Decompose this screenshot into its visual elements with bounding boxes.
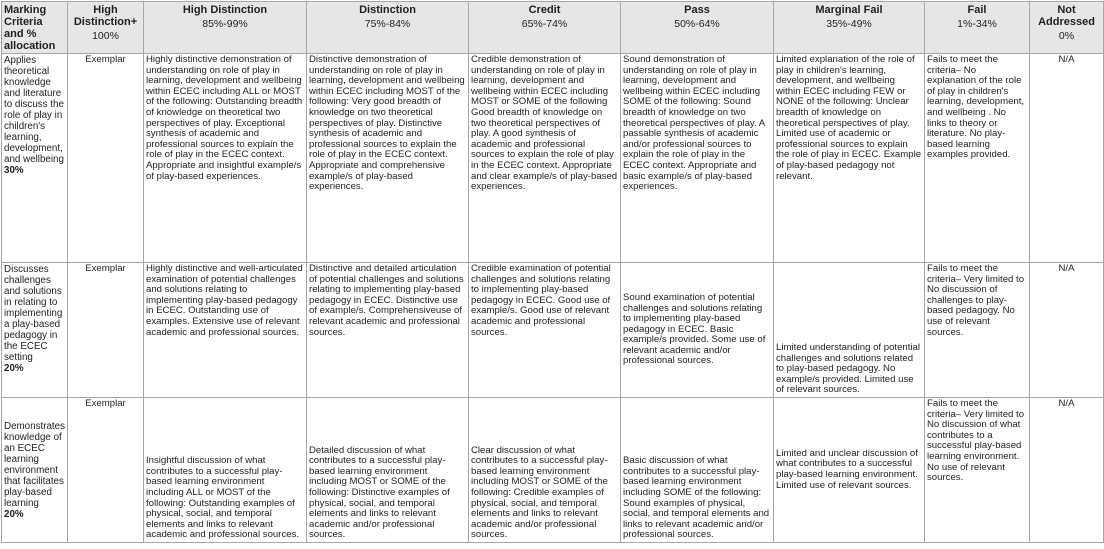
not-addressed-cell: N/A	[1030, 398, 1104, 543]
band-range: 35%-49%	[826, 18, 872, 30]
criteria-header-line2: Criteria and %	[4, 16, 43, 40]
criteria-header	[2, 2, 68, 54]
fail-cell: Fails to meet the criteria– Very limited to No discussion of challenges to play-based pedagogy. No use of relevant sources.	[925, 263, 1030, 398]
pass-cell: Sound examination of potential challenges and solutions relating to implementing play-based pedagogy in ECEC. Basic example/s provided. Some use of relevant academic and/or professional sources.	[621, 263, 774, 398]
band-name: Distinction	[359, 4, 416, 16]
band-header-distinction	[307, 2, 469, 54]
criterion-cell	[2, 398, 68, 543]
band-header-high-distinction-plus	[68, 2, 144, 54]
band-header-marginal-fail	[774, 2, 925, 54]
exemplar-cell: Exemplar	[68, 54, 144, 263]
criterion-text: Demonstrates knowledge of an ECEC learning environment that facilitates play-based learning	[4, 420, 65, 509]
pass-cell: Basic discussion of what contributes to a successful play-based learning environment including SOME of the following: Sound examples of physical, social, and temporal elements and links to relevant academic and/or professional sources.	[621, 398, 774, 543]
criteria-header-line3: allocation	[4, 40, 56, 52]
band-range: 65%-74%	[521, 18, 568, 30]
criterion-weight: 20%	[4, 508, 24, 520]
distinction-cell: Distinctive demonstration of understanding on role of play in learning, development and wellbeing within ECEC including MOST of the following: Very good breadth of knowledge on two theoretical perspectives of play. Distinctive synthesis of academic and professional sources to explain the role of play in the ECEC context. Appropriate and comprehensive example/s of play-based experiences.	[307, 54, 469, 263]
table-row	[2, 398, 1104, 543]
band-name: Marginal Fail	[815, 4, 883, 16]
exemplar-cell: Exemplar	[68, 398, 144, 543]
band-header-fail	[925, 2, 1030, 54]
band-header-credit	[469, 2, 621, 54]
criterion-cell	[2, 54, 68, 263]
header-row	[2, 2, 1104, 54]
fail-cell: Fails to meet the criteria– No explanation of the role of play in children's learning, development, and wellbeing . No links to theory or literature. No play-based learning examples provided.	[925, 54, 1030, 263]
band-name: Pass	[684, 4, 710, 16]
marginal-fail-cell: Limited and unclear discussion of what contributes to a successful play-based learning environment. Limited use of relevant sources.	[774, 398, 925, 543]
band-range: 1%-34%	[957, 18, 997, 30]
band-range: 50%-64%	[674, 18, 720, 30]
high-distinction-cell: Highly distinctive demonstration of understanding on role of play in learning, development and wellbeing within ECEC including ALL or MOST of the following: Outstanding breadth of knowledge on theoretical two perspectives of play. Exceptional synthesis of academic and professional sources to explain the role of play in the ECEC context. Appropriate and insightful example/s of play-based experiences.	[144, 54, 307, 263]
not-addressed-cell: N/A	[1030, 54, 1104, 263]
credit-cell: Credible examination of potential challenges and solutions relating to implementing play-based pedagogy in ECEC. Good use of example/s. Good use of relevant academic and professional sources.	[469, 263, 621, 398]
credit-cell: Clear discussion of what contributes to a successful play-based learning environment including MOST or SOME of the following: Credible examples of physical, social, and temporal elements and links to relevant academic and/or professional sources.	[469, 398, 621, 543]
band-range: 85%-99%	[202, 18, 248, 30]
distinction-cell: Detailed discussion of what contributes to a successful play-based learning environment including MOST or SOME of the following: Distinctive examples of physical, social, and temporal elements and links to relevant academic and/or professional sources.	[307, 398, 469, 543]
band-header-not-addressed	[1030, 2, 1104, 54]
credit-cell: Credible demonstration of understanding on role of play in learning, development and wellbeing within ECEC including MOST or SOME of the following Good breadth of knowledge on two theoretical perspectives of play. A good synthesis of academic and professional sources to explain the role of play in the ECEC context. Appropriate and clear example/s of play-based experiences.	[469, 54, 621, 263]
exemplar-cell: Exemplar	[68, 263, 144, 398]
band-range: 75%-84%	[364, 18, 411, 30]
marginal-fail-cell: Limited understanding of potential challenges and solutions related to play-based pedagogy. No example/s provided. Limited use of relevant sources.	[774, 263, 925, 398]
pass-cell: Sound demonstration of understanding on role of play in learning, development and wellbeing within ECEC including SOME of the following: Sound breadth of knowledge on two theoretical perspectives of play. A passable synthesis of academic and/or professional sources to explain the role of play in the ECEC context. Appropriate and basic example/s of play-based experiences.	[621, 54, 774, 263]
band-name: Fail	[967, 4, 987, 16]
band-name: Credit	[528, 4, 561, 16]
table-row	[2, 54, 1104, 263]
criterion-text: Discusses challenges and solutions in relating to implementing a play-based pedagogy in the ECEC setting	[4, 264, 63, 363]
table-row	[2, 263, 1104, 398]
criterion-weight: 30%	[4, 165, 24, 176]
criteria-header-line1: Marking	[4, 4, 47, 16]
band-header-high-distinction	[144, 2, 307, 54]
criterion-text: Applies theoretical knowledge and literature to discuss the role of play in children's learning, development, and wellbeing	[4, 55, 64, 165]
not-addressed-cell: N/A	[1030, 263, 1104, 398]
band-name: High Distinction	[182, 4, 268, 16]
band-range: 0%	[1058, 30, 1075, 42]
band-name: Not Addressed	[1038, 4, 1095, 28]
marking-rubric-table	[1, 1, 1104, 543]
criterion-cell	[2, 263, 68, 398]
fail-cell: Fails to meet the criteria– Very limited to No discussion of what contributes to a successful play-based learning environment. No use of relevant sources.	[925, 398, 1030, 543]
band-name: High Distinction+	[73, 4, 138, 28]
band-header-pass	[621, 2, 774, 54]
marginal-fail-cell: Limited explanation of the role of play in children's learning, development, and wellbeing within ECEC including FEW or NONE of the following: Unclear breadth of knowledge on theoretical perspectives of play. Limited use of academic or professional sources to explain the role of play in ECEC. Example of play-based pedagogy not relevant.	[774, 54, 925, 263]
band-range: 100%	[92, 30, 119, 42]
distinction-cell: Distinctive and detailed articulation of potential challenges and solutions relating to implementing play-based pedagogy in ECEC. Distinctive use of example/s. Comprehensiveuse of relevant academic and professional sources.	[307, 263, 469, 398]
criterion-weight: 20%	[4, 363, 24, 374]
high-distinction-cell: Insightful discussion of what contributes to a successful play-based learning environment including ALL or MOST of the following: Outstanding examples of physical, social, and temporal elements and links to relevant academic and professional sources.	[144, 398, 307, 543]
high-distinction-cell: Highly distinctive and well-articulated examination of potential challenges and solutions relating to implementing play-based pedagogy in ECEC. Outstanding use of examples. Extensive use of relevant academic and professional sources.	[144, 263, 307, 398]
